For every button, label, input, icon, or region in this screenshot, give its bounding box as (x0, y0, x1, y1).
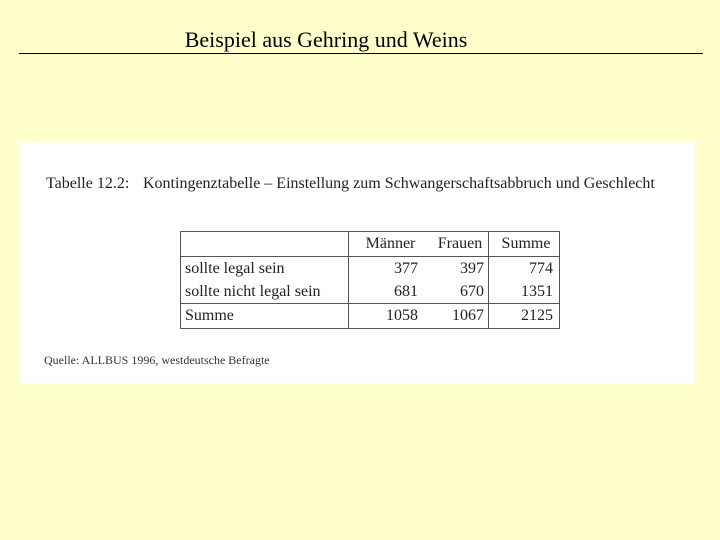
cell-summe: 1351 (489, 280, 560, 304)
table-header-row (181, 232, 560, 257)
header-frauen: Frauen (428, 232, 489, 257)
total-frauen: 1067 (428, 304, 489, 329)
total-maenner: 1058 (349, 304, 429, 329)
row-label: sollte legal sein (181, 257, 349, 281)
cell-maenner: 377 (349, 257, 429, 281)
caption-text: Kontingenztabelle – Einstellung zum Schwangerschaftsabbruch und Geschlecht (143, 175, 655, 192)
header-corner-cell (181, 232, 349, 257)
table-row (181, 280, 560, 304)
table-figure (19, 142, 695, 383)
row-label: sollte nicht legal sein (181, 280, 349, 304)
total-label: Summe (181, 304, 349, 329)
total-summe: 2125 (489, 304, 560, 329)
table-total-row (181, 304, 560, 329)
table-source-note: Quelle: ALLBUS 1996, westdeutsche Befragte (44, 353, 270, 367)
table-row (181, 257, 560, 281)
title-divider (19, 53, 703, 54)
contingency-table (180, 231, 560, 329)
header-maenner: Männer (349, 232, 429, 257)
header-summe: Summe (489, 232, 560, 257)
cell-maenner: 681 (394, 283, 418, 300)
slide-title: Beispiel aus Gehring und Weins (184, 27, 468, 52)
cell-frauen: 397 (428, 257, 489, 281)
caption-label: Tabelle 12.2: (46, 175, 130, 192)
cell-summe: 774 (489, 257, 560, 281)
cell-frauen: 670 (428, 280, 489, 304)
